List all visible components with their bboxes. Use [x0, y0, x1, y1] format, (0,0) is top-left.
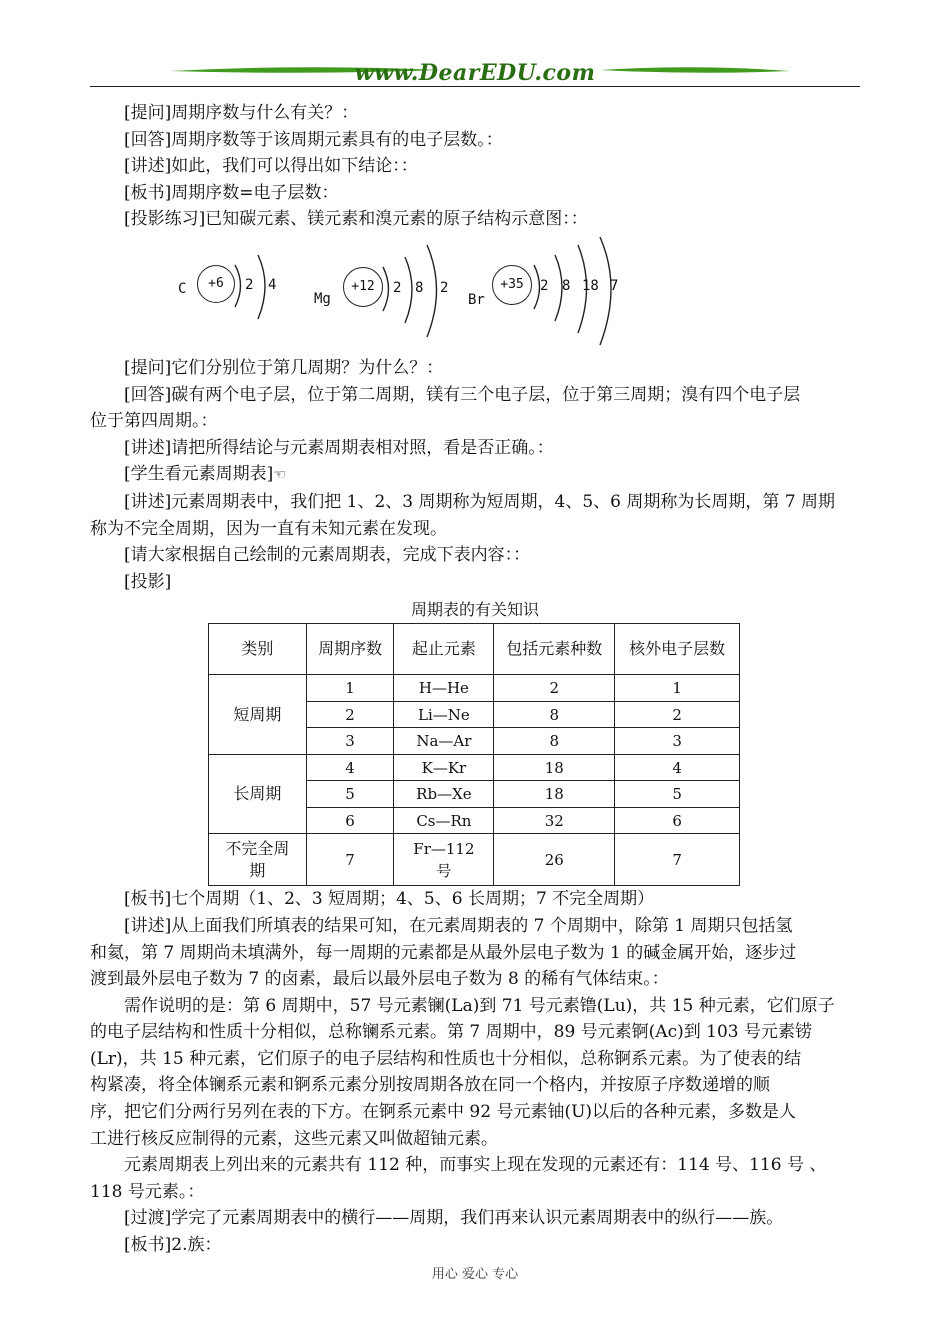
header-cell: 包括元素种数	[494, 624, 615, 675]
shell-count: 2	[440, 279, 449, 296]
shell-count: 7	[610, 277, 619, 294]
atomic-structure-diagram	[90, 237, 860, 349]
table-cell: 2	[615, 701, 740, 728]
table-cell: 1	[615, 675, 740, 702]
shell-count: 4	[268, 276, 277, 293]
text-line: [提问]周期序数与什么有关？：	[124, 103, 359, 123]
text-line: 渡到最外层电子数为 7 的卤素，最后以最外层电子数为 8 的稀有气体结束。：	[90, 969, 669, 990]
table-cell: 6	[306, 807, 394, 834]
shell-count: 8	[415, 279, 424, 296]
table-cell: 8	[494, 701, 615, 728]
table-cell: Na—Ar	[394, 728, 494, 755]
page-footer: 用心 爱心 专心	[431, 1267, 519, 1282]
text-line: 构紧凑，将全体镧系元素和锕系元素分别按周期各放在同一个格内，并按原子序数递增的顺	[90, 1075, 770, 1096]
header-cell: 起止元素	[394, 624, 494, 675]
table-cell: 18	[494, 754, 615, 781]
nucleus-carbon: +6	[197, 265, 235, 303]
text-line: [投影]	[124, 571, 172, 592]
text-line: [板书]2.族：	[124, 1235, 222, 1256]
header-cell: 周期序数	[306, 624, 394, 675]
shell-count: 2	[393, 279, 402, 296]
table-cell: 6	[615, 807, 740, 834]
table-cell: Fr—112号	[394, 834, 494, 886]
table-title: 周期表的有关知识	[410, 600, 539, 620]
text-line: 118 号元素。：	[90, 1181, 205, 1202]
atom-symbol-carbon: C	[178, 280, 187, 297]
table-header-row	[209, 624, 740, 675]
text-line: 的电子层结构和性质十分相似，总称镧系元素。第 7 周期中，89 号元素锕(Ac)到 103 号元素铹	[90, 1022, 812, 1043]
text-line: 元素周期表上列出来的元素共有 112 种，而事实上现在发现的元素还有：114 号、116 号 、	[124, 1155, 827, 1176]
text-line: [过渡]学完了元素周期表中的横行——周期，我们再来认识元素周期表中的纵行——族。	[124, 1208, 784, 1229]
text-line: [板书]周期序数=电子层数：	[124, 182, 339, 203]
text-line: 位于第四周期。：	[90, 411, 218, 432]
text-line: 工进行核反应制得的元素，这些元素又叫做超铀元素。	[90, 1128, 498, 1149]
text-line: [提问]它们分别位于第几周期？为什么？：	[124, 357, 444, 378]
table-cell: 4	[615, 754, 740, 781]
text-line: [讲述]元素周期表中，我们把 1、2、3 周期称为短周期，4、5、6 周期称为长周期，第 7 周期	[124, 491, 835, 512]
text-line: [请大家根据自己绘制的元素周期表，完成下表内容：：	[124, 545, 531, 566]
periodic-table-summary	[208, 623, 740, 886]
table-row	[209, 834, 740, 886]
table-cell: 2	[306, 701, 394, 728]
table-cell: 7	[306, 834, 394, 886]
text-line: [回答]碳有两个电子层，位于第二周期，镁有三个电子层，位于第三周期；溴有四个电子层	[124, 384, 801, 405]
shell-count: 8	[562, 277, 571, 294]
page-header	[90, 58, 860, 90]
text-line: 需作说明的是：第 6 周期中，57 号元素镧(La)到 71 号元素镥(Lu)，共 15 种元素，它们原子	[124, 995, 835, 1016]
text-span: [学生看元素周期表]	[124, 464, 274, 485]
category-cell: 长周期	[209, 754, 307, 834]
table-cell: Rb—Xe	[394, 781, 494, 808]
text-line: 序，把它们分两行另列在表的下方。在锕系元素中 92 号元素铀(U)以后的各种元素，多数是人	[90, 1102, 797, 1123]
table-cell: 5	[306, 781, 394, 808]
category-cell: 短周期	[209, 675, 307, 755]
text-line: [讲述]请把所得结论与元素周期表相对照，看是否正确。：	[124, 437, 554, 458]
nucleus-bromine: +35	[492, 265, 532, 305]
table-cell: Li—Ne	[394, 701, 494, 728]
atom-symbol-magnesium: Mg	[314, 290, 331, 307]
table-cell: 18	[494, 781, 615, 808]
text-line: 和氦，第 7 周期尚未填满外，每一周期的元素都是从最外层电子数为 1 的碱金属开始，逐步过	[90, 942, 797, 963]
text-line: [回答]周期序数等于该周期元素具有的电子层数。：	[124, 129, 503, 150]
text-line: 称为不完全周期，因为一直有未知元素在发现。	[90, 518, 447, 539]
text-line: [讲述]从上面我们所填表的结果可知，在元素周期表的 7 个周期中，除第 1 周期只包括氢	[124, 915, 793, 936]
table-cell: 7	[615, 834, 740, 886]
shell-count: 18	[582, 277, 599, 294]
table-row	[209, 754, 740, 781]
table-cell: 2	[494, 675, 615, 702]
table-row	[209, 675, 740, 702]
table-cell: 3	[615, 728, 740, 755]
table-cell: 5	[615, 781, 740, 808]
text-line: (Lr)，共 15 种元素，它们原子的电子层结构和性质也十分相似，总称锕系元素。为了使表的结	[90, 1048, 802, 1069]
text-line	[90, 461, 860, 489]
text-line: [讲述]如此，我们可以得出如下结论：：	[124, 156, 418, 177]
green-swoosh-right-icon	[600, 66, 790, 76]
table-cell: 32	[494, 807, 615, 834]
table-cell: 3	[306, 728, 394, 755]
shell-count: 2	[540, 277, 549, 294]
text-line: [投影练习]已知碳元素、镁元素和溴元素的原子结构示意图：：	[124, 209, 588, 230]
site-logo: www.DearEDU.com	[354, 60, 596, 86]
table-cell: 1	[306, 675, 394, 702]
table-cell: 26	[494, 834, 615, 886]
shell-count: 2	[245, 276, 254, 293]
atom-symbol-bromine: Br	[468, 291, 485, 308]
text-line: [板书]七个周期（1、2、3 短周期；4、5、6 长周期；7 不完全周期）	[124, 889, 655, 910]
hand-pointer-icon: ☜	[273, 467, 286, 484]
table-cell: 8	[494, 728, 615, 755]
nucleus-magnesium: +12	[343, 267, 383, 307]
table-cell: 4	[306, 754, 394, 781]
table-cell: K—Kr	[394, 754, 494, 781]
header-rule	[90, 86, 860, 87]
header-cell: 核外电子层数	[615, 624, 740, 675]
header-cell: 类别	[209, 624, 307, 675]
table-cell: Cs—Rn	[394, 807, 494, 834]
document-body	[90, 100, 860, 1259]
table-cell: H—He	[394, 675, 494, 702]
category-cell: 不完全周期	[209, 834, 307, 886]
